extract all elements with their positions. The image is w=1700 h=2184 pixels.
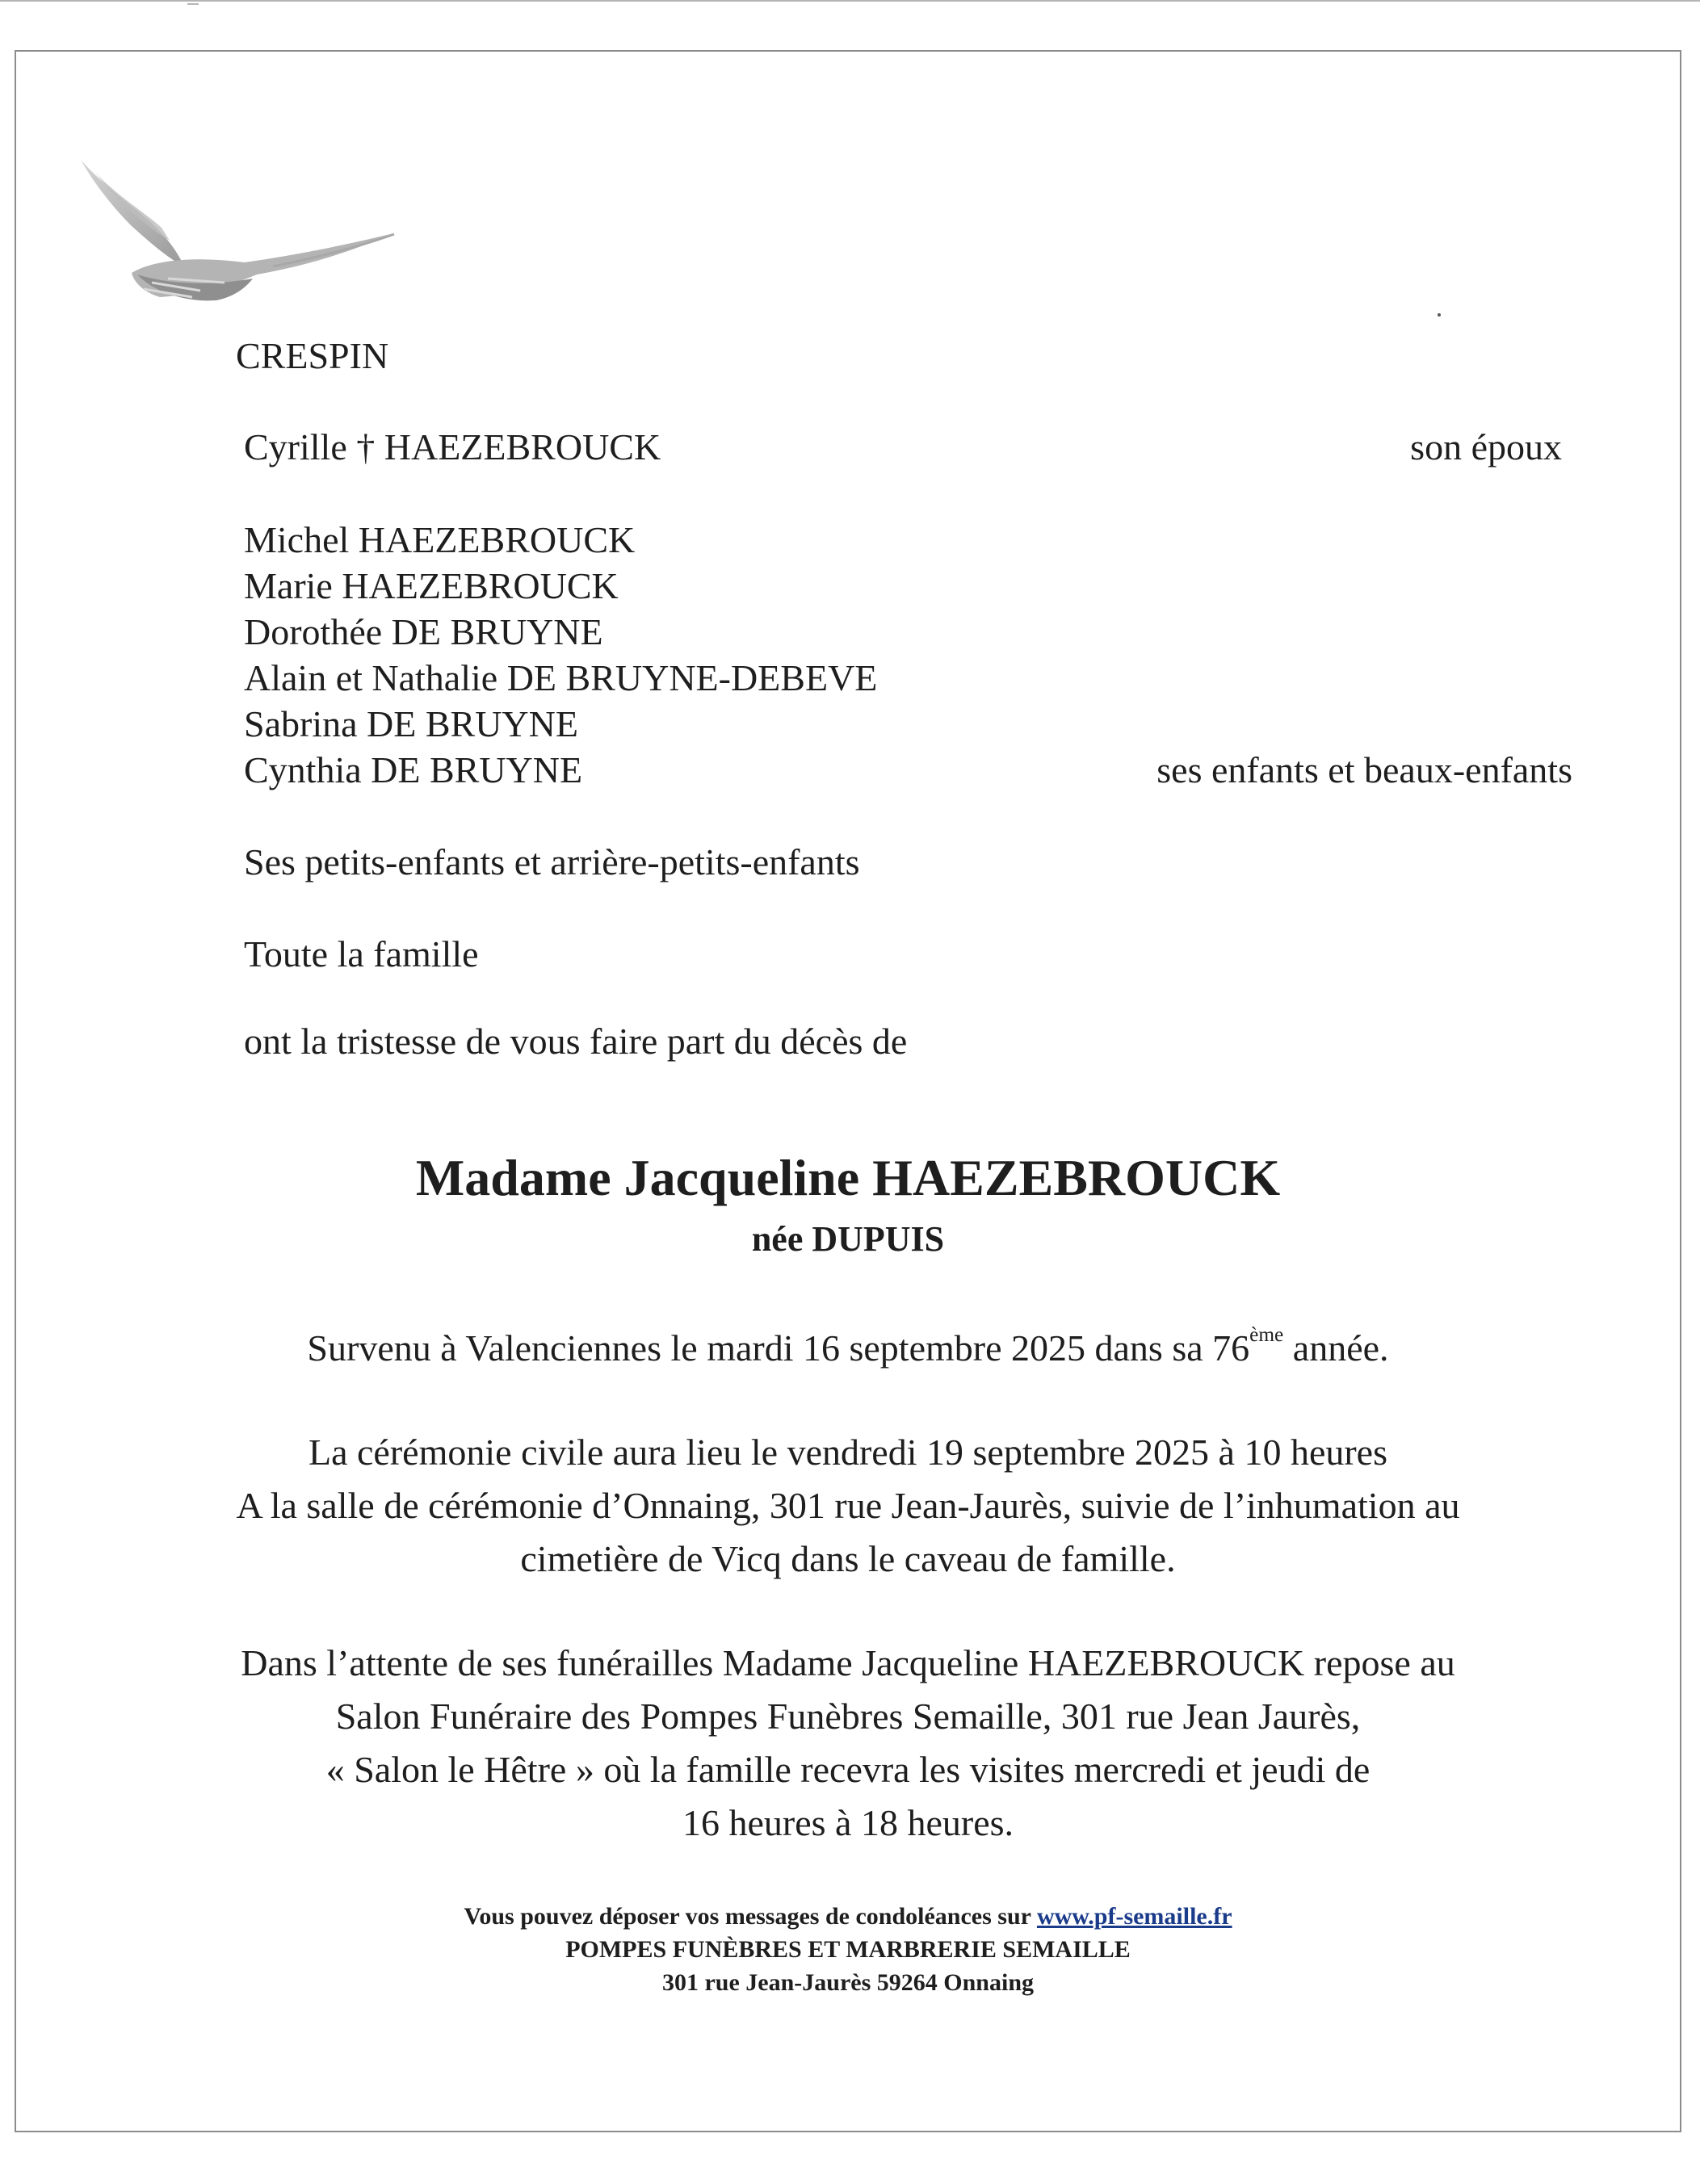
ceremony-line-3: cimetière de Vicq dans le caveau de famille. <box>520 1538 1176 1579</box>
death-text: Survenu à Valenciennes le mardi 16 septembre 2025 dans sa 76 <box>307 1327 1250 1369</box>
company-name: POMPES FUNÈBRES ET MARBRERIE SEMAILLE <box>565 1936 1131 1963</box>
dove-icon <box>71 153 410 331</box>
visitation-line-1: Dans l’attente de ses funérailles Madame Jacqueline HAEZEBROUCK repose au <box>241 1642 1455 1683</box>
spouse-relation: son époux <box>1410 426 1562 467</box>
child-name-4: Alain et Nathalie DE BRUYNE-DEBEVE <box>244 657 878 698</box>
death-text-end: année. <box>1283 1327 1389 1369</box>
child-name-6: Cynthia DE BRUYNE <box>244 749 583 790</box>
visitation-line-3: « Salon le Hêtre » où la famille recevra les visites mercredi et jeudi de <box>325 1749 1370 1790</box>
maiden-name: née DUPUIS <box>751 1219 945 1259</box>
ceremony-line-2: A la salle de cérémonie d’Onnaing, 301 rue Jean-Jaurès, suivie de l’inhumation au <box>236 1485 1460 1526</box>
scan-mark-tick <box>187 3 199 5</box>
family-line: Toute la famille <box>244 933 479 975</box>
child-name-5: Sabrina DE BRUYNE <box>244 703 578 744</box>
ceremony-line-1: La cérémonie civile aura lieu le vendredi 19 septembre 2025 à 10 heures <box>309 1432 1387 1473</box>
city-label: CRESPIN <box>236 335 389 376</box>
deceased-name: Madame Jacqueline HAEZEBROUCK <box>415 1149 1281 1206</box>
children-relation: ses enfants et beaux-enfants <box>1156 749 1572 790</box>
grandchildren-line: Ses petits-enfants et arrière-petits-enfants <box>244 841 860 882</box>
company-address: 301 rue Jean-Jaurès 59264 Onnaing <box>661 1969 1035 1996</box>
scan-mark-top <box>0 0 1700 2</box>
scan-speck <box>1438 313 1441 316</box>
website-link[interactable]: www.pf-semaille.fr <box>1036 1903 1232 1930</box>
child-name-1: Michel HAEZEBROUCK <box>244 519 636 560</box>
child-name-3: Dorothée DE BRUYNE <box>244 611 603 652</box>
visitation-line-4: 16 heures à 18 heures. <box>682 1802 1014 1843</box>
condolences-line <box>15 1903 1681 1930</box>
death-line <box>15 1323 1681 1369</box>
visitation-line-2: Salon Funéraire des Pompes Funèbres Semaille, 301 rue Jean Jaurès, <box>335 1696 1361 1737</box>
condolences-text: Vous pouvez déposer vos messages de condoléances sur <box>464 1903 1037 1930</box>
death-ordinal-suffix: ème <box>1249 1323 1284 1346</box>
child-name-2: Marie HAEZEBROUCK <box>244 565 619 606</box>
announcement-line: ont la tristesse de vous faire part du décès de <box>244 1021 908 1062</box>
spouse-name: Cyrille † HAEZEBROUCK <box>244 426 661 467</box>
